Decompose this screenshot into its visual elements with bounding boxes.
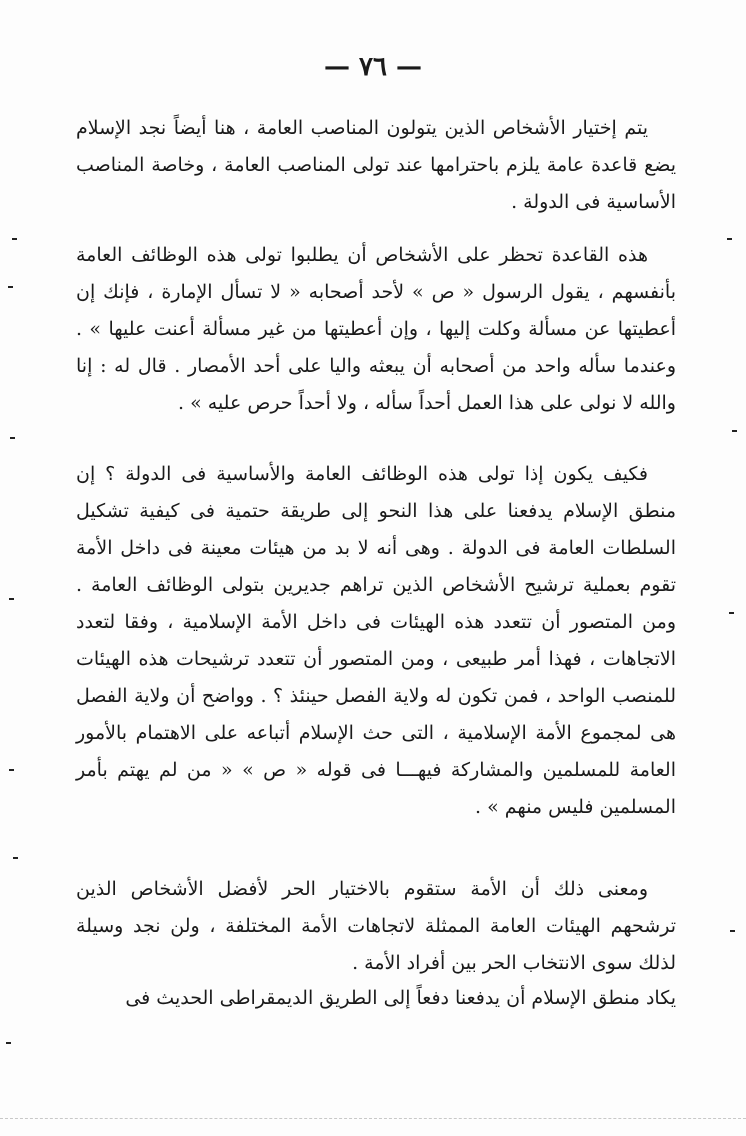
scan-speck: [6, 1042, 11, 1044]
paragraph-1: [76, 110, 676, 221]
scan-speck: [13, 857, 18, 859]
paragraph-text: ومعنى ذلك أن الأمة ستقوم بالاختيار الحر لأفضل الأشخاص الذين ترشحهم الهيئات العامة الممثلة لاتجاهات الأمة المختلفة ، ولن نجد وسيلة لذلك سوى الانتخاب الحر بين أفراد الأمة .: [76, 878, 676, 974]
paragraph-text: يتم إختيار الأشخاص الذين يتولون المناصب العامة ، هنا أيضاً نجد الإسلام يضع قاعدة عامة يلزم باحترامها عند تولى المناصب العامة ، وخاصة المناصب الأساسية فى الدولة .: [76, 117, 676, 213]
scan-speck: [730, 930, 735, 932]
scan-speck: [9, 598, 14, 600]
paragraph-text: يكاد منطق الإسلام أن يدفعنا دفعاً إلى الطريق الديمقراطى الحديث فى: [125, 987, 676, 1009]
paragraph-text: فكيف يكون إذا تولى هذه الوظائف العامة والأساسية فى الدولة ؟ إن منطق الإسلام يدفعنا على هذا النحو إلى طريقة حتمية فى كيفية تشكيل السلطات العامة فى الدولة . وهى أنه لا بد من هيئات معينة فى داخل الأمة تقوم بعملية ترشيح الأشخاص الذين تراهم جديرين بتولى الوظائف العامة . ومن المتصور أن تتعدد هذه الهيئات فى داخل الأمة الإسلامية ، وفقا لتعدد الاتجاهات ، فهذا أمر طبيعى ، ومن المتصور أن تتعدد ترشيحات هذه الهيئات للمنصب الواحد ، فمن تكون له ولاية الفصل حينئذ ؟ . وواضح أن ولاية الفصل هى لمجموع الأمة الإسلامية ، التى حث الإسلام أتباعه على الاهتمام بالأمور العامة للمسلمين والمشاركة فيهـــا فى قوله « ص » « من لم يهتم بأمر المسلمين فليس منهم » .: [76, 463, 676, 818]
scan-speck: [727, 238, 732, 240]
scan-speck: [10, 437, 15, 439]
paragraph-2: [76, 237, 676, 422]
scan-speck: [12, 238, 17, 240]
paragraph-4: [76, 871, 676, 982]
scan-speck: [8, 286, 13, 288]
paragraph-3: [76, 456, 676, 826]
scan-edge-line: [0, 1118, 746, 1119]
page-number: — ٧٦ —: [323, 52, 423, 82]
paragraph-5: [76, 980, 676, 1017]
paragraph-text: هذه القاعدة تحظر على الأشخاص أن يطلبوا تولى هذه الوظائف العامة بأنفسهم ، يقول الرسول « ص » لأحد أصحابه « لا تسأل الإمارة ، فإنك إن أعطيتها عن مسألة وكلت إليها ، وإن أعطيتها من غير مسألة أعنت عليها » . وعندما سأله واحد من أصحابه أن يبعثه واليا على أحد الأمصار . قال له : إنا والله لا نولى على هذا العمل أحداً سأله ، ولا أحداً حرص عليه » .: [76, 244, 676, 414]
scan-speck: [9, 769, 14, 771]
scan-speck: [729, 612, 734, 614]
scan-speck: [732, 430, 737, 432]
